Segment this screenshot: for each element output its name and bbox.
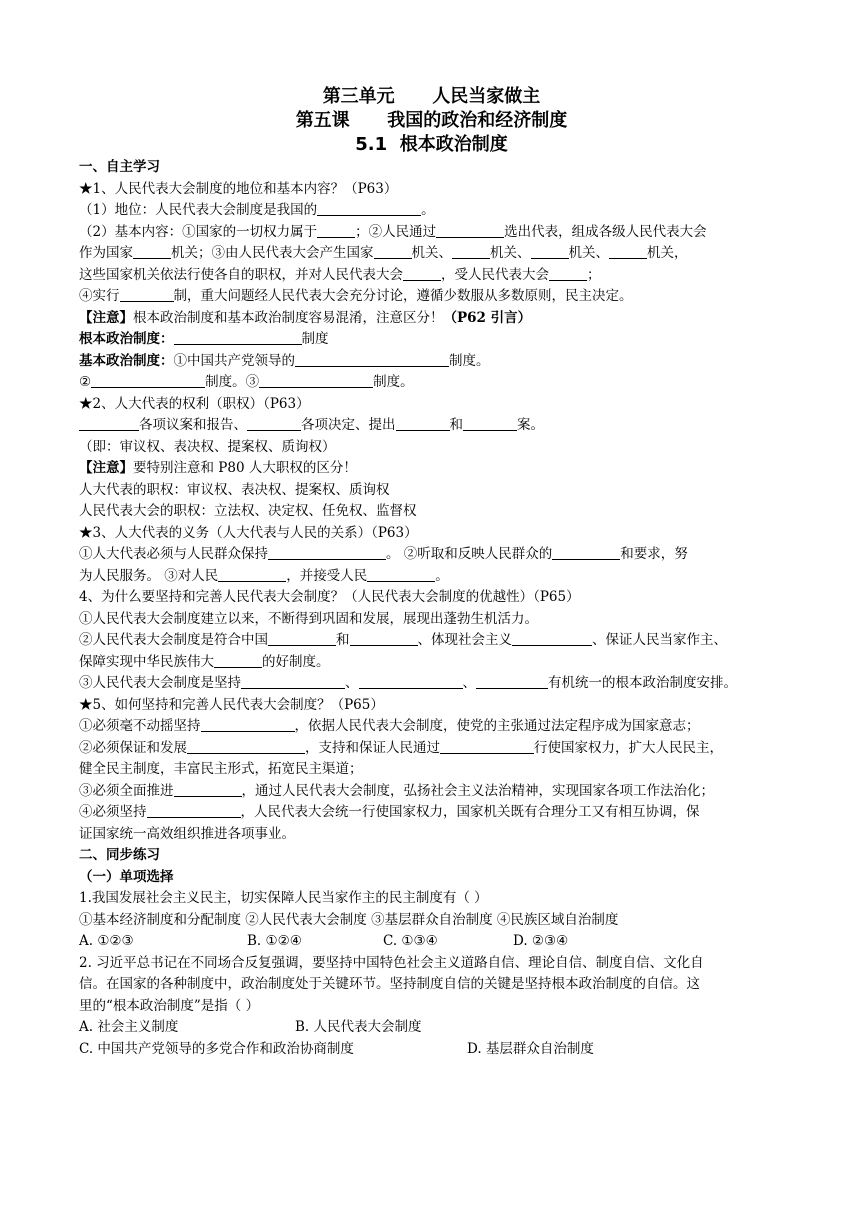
part1-heading: 一、自主学习 — [79, 159, 160, 175]
answer-blank[interactable] — [436, 223, 504, 238]
answer-blank[interactable] — [187, 739, 305, 754]
q1-line1: （1）地位：人民代表大会制度是我国的 。 — [79, 202, 435, 218]
mcq1-stem: 1.我国发展社会主义民主，切实保障人民当家作主的民主制度有（ ） — [79, 890, 488, 906]
option-c: C. 中国共产党领导的多党合作和政治协商制度 — [79, 1040, 354, 1057]
note2-line: 【注意】要特别注意和 P80 人大职权的区分！ — [79, 460, 357, 476]
lesson-title: 第五课 我国的政治和经济制度 — [295, 110, 568, 131]
answer-blank[interactable] — [174, 330, 302, 345]
mcq1-items: ①基本经济制度和分配制度 ②人民代表大会制度 ③基层群众自治制度 ④民族区域自治制度 — [79, 911, 619, 928]
mcq2-stem-line1: 2. 习近平总书记在不同场合反复强调，要坚持中国特色社会主义道路自信、理论自信、制度自信、文化自 — [79, 954, 704, 971]
answer-blank[interactable] — [463, 416, 517, 431]
q2-title: ★2、人大代表的权利（职权）（P63） — [79, 395, 310, 412]
q1-title: ★1、人民代表大会制度的地位和基本内容？（P63） — [79, 180, 398, 197]
q5-title: ★5、如何坚持和完善人民代表大会制度？（P65） — [79, 696, 384, 713]
q1-line2: （2）基本内容：①国家的一切权力属于 ；②人民通过 选出代表，组成各级人民代表大会 — [79, 223, 707, 240]
q2-line3: 人大代表的职权：审议权、表决权、提案权、质询权 — [79, 481, 390, 498]
option-a: A. 社会主义制度 — [79, 1019, 179, 1035]
answer-blank[interactable] — [552, 545, 620, 560]
answer-blank[interactable] — [268, 631, 336, 646]
answer-blank[interactable] — [359, 674, 463, 689]
answer-blank[interactable] — [476, 674, 548, 689]
answer-blank[interactable] — [147, 803, 241, 818]
mcq1-options — [79, 931, 784, 953]
basic-system-line: 基本政治制度：①中国共产党领导的 制度。 — [79, 352, 490, 369]
q1-line3: 作为国家 机关；③由人民代表大会产生国家 机关、 机关、 机关、 机关， — [79, 245, 688, 261]
answer-blank[interactable] — [259, 373, 373, 388]
answer-blank[interactable] — [295, 352, 449, 367]
q2-line1: 各项议案和报告、 各项决定、提出 和 案。 — [79, 415, 784, 437]
answer-blank[interactable] — [396, 416, 450, 431]
option-d: D. ②③④ — [513, 933, 569, 949]
answer-blank[interactable] — [403, 266, 441, 281]
answer-blank[interactable] — [512, 631, 592, 646]
q5-line3: 健全民主制度，丰富民主形式，拓宽民主渠道； — [79, 761, 363, 777]
option-c: C. ①③④ — [383, 933, 438, 949]
answer-blank[interactable] — [133, 244, 171, 259]
mcq2-stem-line2: 信。在国家的各种制度中，政治制度处于关键环节。坚持制度自信的关键是坚持根本政治制度的自信。这 — [79, 976, 700, 992]
answer-blank[interactable] — [452, 244, 490, 259]
q4-line3: 保障实现中华民族伟大 的好制度。 — [79, 653, 330, 670]
worksheet-page — [79, 85, 784, 1060]
answer-blank[interactable] — [79, 416, 139, 431]
answer-blank[interactable] — [218, 567, 286, 582]
mcq2-stem-line3: 里的“根本政治制度”是指（ ） — [79, 997, 260, 1014]
root-system-line: 根本政治制度： 制度 — [79, 331, 329, 347]
answer-blank[interactable] — [374, 244, 412, 259]
option-d: D. 基层群众自治制度 — [467, 1040, 594, 1057]
option-b: B. 人民代表大会制度 — [295, 1019, 422, 1035]
answer-blank[interactable] — [247, 416, 301, 431]
q4-line2: ②人民代表大会制度是符合中国 和 、体现社会主义 、保证人民当家作主、 — [79, 632, 727, 648]
answer-blank[interactable] — [549, 266, 587, 281]
q5-line5: ④必须坚持 ，人民代表大会统一行使国家权力，国家机关既有合理分工又有相互协调，保 — [79, 804, 700, 820]
section-title: 5.1 根本政治制度 — [355, 134, 508, 155]
option-b: B. ①②④ — [247, 933, 302, 949]
q4-title: 4、为什么要坚持和完善人民代表大会制度？（人民代表大会制度的优越性）（P65） — [79, 589, 580, 605]
q2-line4: 人民代表大会的职权：立法权、决定权、任免权、监督权 — [79, 503, 417, 519]
answer-blank[interactable] — [317, 201, 421, 216]
q5-line6: 证国家统一高效组织推进各项事业。 — [79, 825, 295, 842]
option-a: A. ①②③ — [79, 933, 134, 949]
answer-blank[interactable] — [609, 244, 647, 259]
q5-line1: ①必须毫不动摇坚持 ，依据人民代表大会制度，使党的主张通过法定程序成为国家意志； — [79, 718, 700, 734]
q3-line2: 为人民服务。 ③对人民 ，并接受人民 。 — [79, 567, 449, 584]
unit-title: 第三单元 人民当家做主 — [322, 86, 541, 107]
mcq2-options-row2 — [79, 1039, 784, 1061]
q5-line4: ③必须全面推进 ，通过人民代表大会制度，弘扬社会主义法治精神，实现国家各项工作法治化； — [79, 782, 714, 799]
q1-line5: ④实行 制，重大问题经人民代表大会充分讨论，遵循少数服从多数原则，民主决定。 — [79, 288, 633, 304]
q5-line2: ②必须保证和发展 ，支持和保证人民通过 行使国家权力，扩大人民民主， — [79, 739, 723, 756]
answer-blank[interactable] — [317, 223, 355, 238]
mcq2-options-row1 — [79, 1017, 784, 1039]
answer-blank[interactable] — [531, 244, 569, 259]
answer-blank[interactable] — [174, 782, 242, 797]
answer-blank[interactable] — [241, 674, 345, 689]
q4-line1: ①人民代表大会制度建立以来，不断得到巩固和发展，展现出蓬勃生机活力。 — [79, 610, 538, 627]
answer-blank[interactable] — [367, 567, 435, 582]
answer-blank[interactable] — [201, 717, 295, 732]
answer-blank[interactable] — [440, 739, 534, 754]
q1-line4: 这些国家机关依法行使各自的职权，并对人民代表大会 ，受人民代表大会 ； — [79, 266, 601, 283]
basic-system-line2: ② 制度。③ 制度。 — [79, 374, 414, 390]
q3-title: ★3、人大代表的义务（人大代表与人民的关系）（P63） — [79, 524, 418, 541]
answer-blank[interactable] — [268, 545, 386, 560]
answer-blank[interactable] — [120, 287, 174, 302]
part2-heading: 二、同步练习 — [79, 847, 160, 863]
note1-line: 【注意】根本政治制度和基本政治制度容易混淆，注意区分！（P62 引言） — [79, 309, 532, 326]
part2-subheading: （一）单项选择 — [79, 868, 174, 885]
q3-line1: ①人大代表必须与人民群众保持 。 ②听取和反映人民群众的 和要求，努 — [79, 546, 688, 562]
answer-blank[interactable] — [214, 653, 262, 668]
q4-line4: ③人民代表大会制度是坚持 、 、 有机统一的根本政治制度安排。 — [79, 675, 737, 691]
q2-line2: （即：审议权、表决权、提案权、质询权） — [79, 438, 336, 455]
answer-blank[interactable] — [350, 631, 418, 646]
answer-blank[interactable] — [91, 373, 205, 388]
